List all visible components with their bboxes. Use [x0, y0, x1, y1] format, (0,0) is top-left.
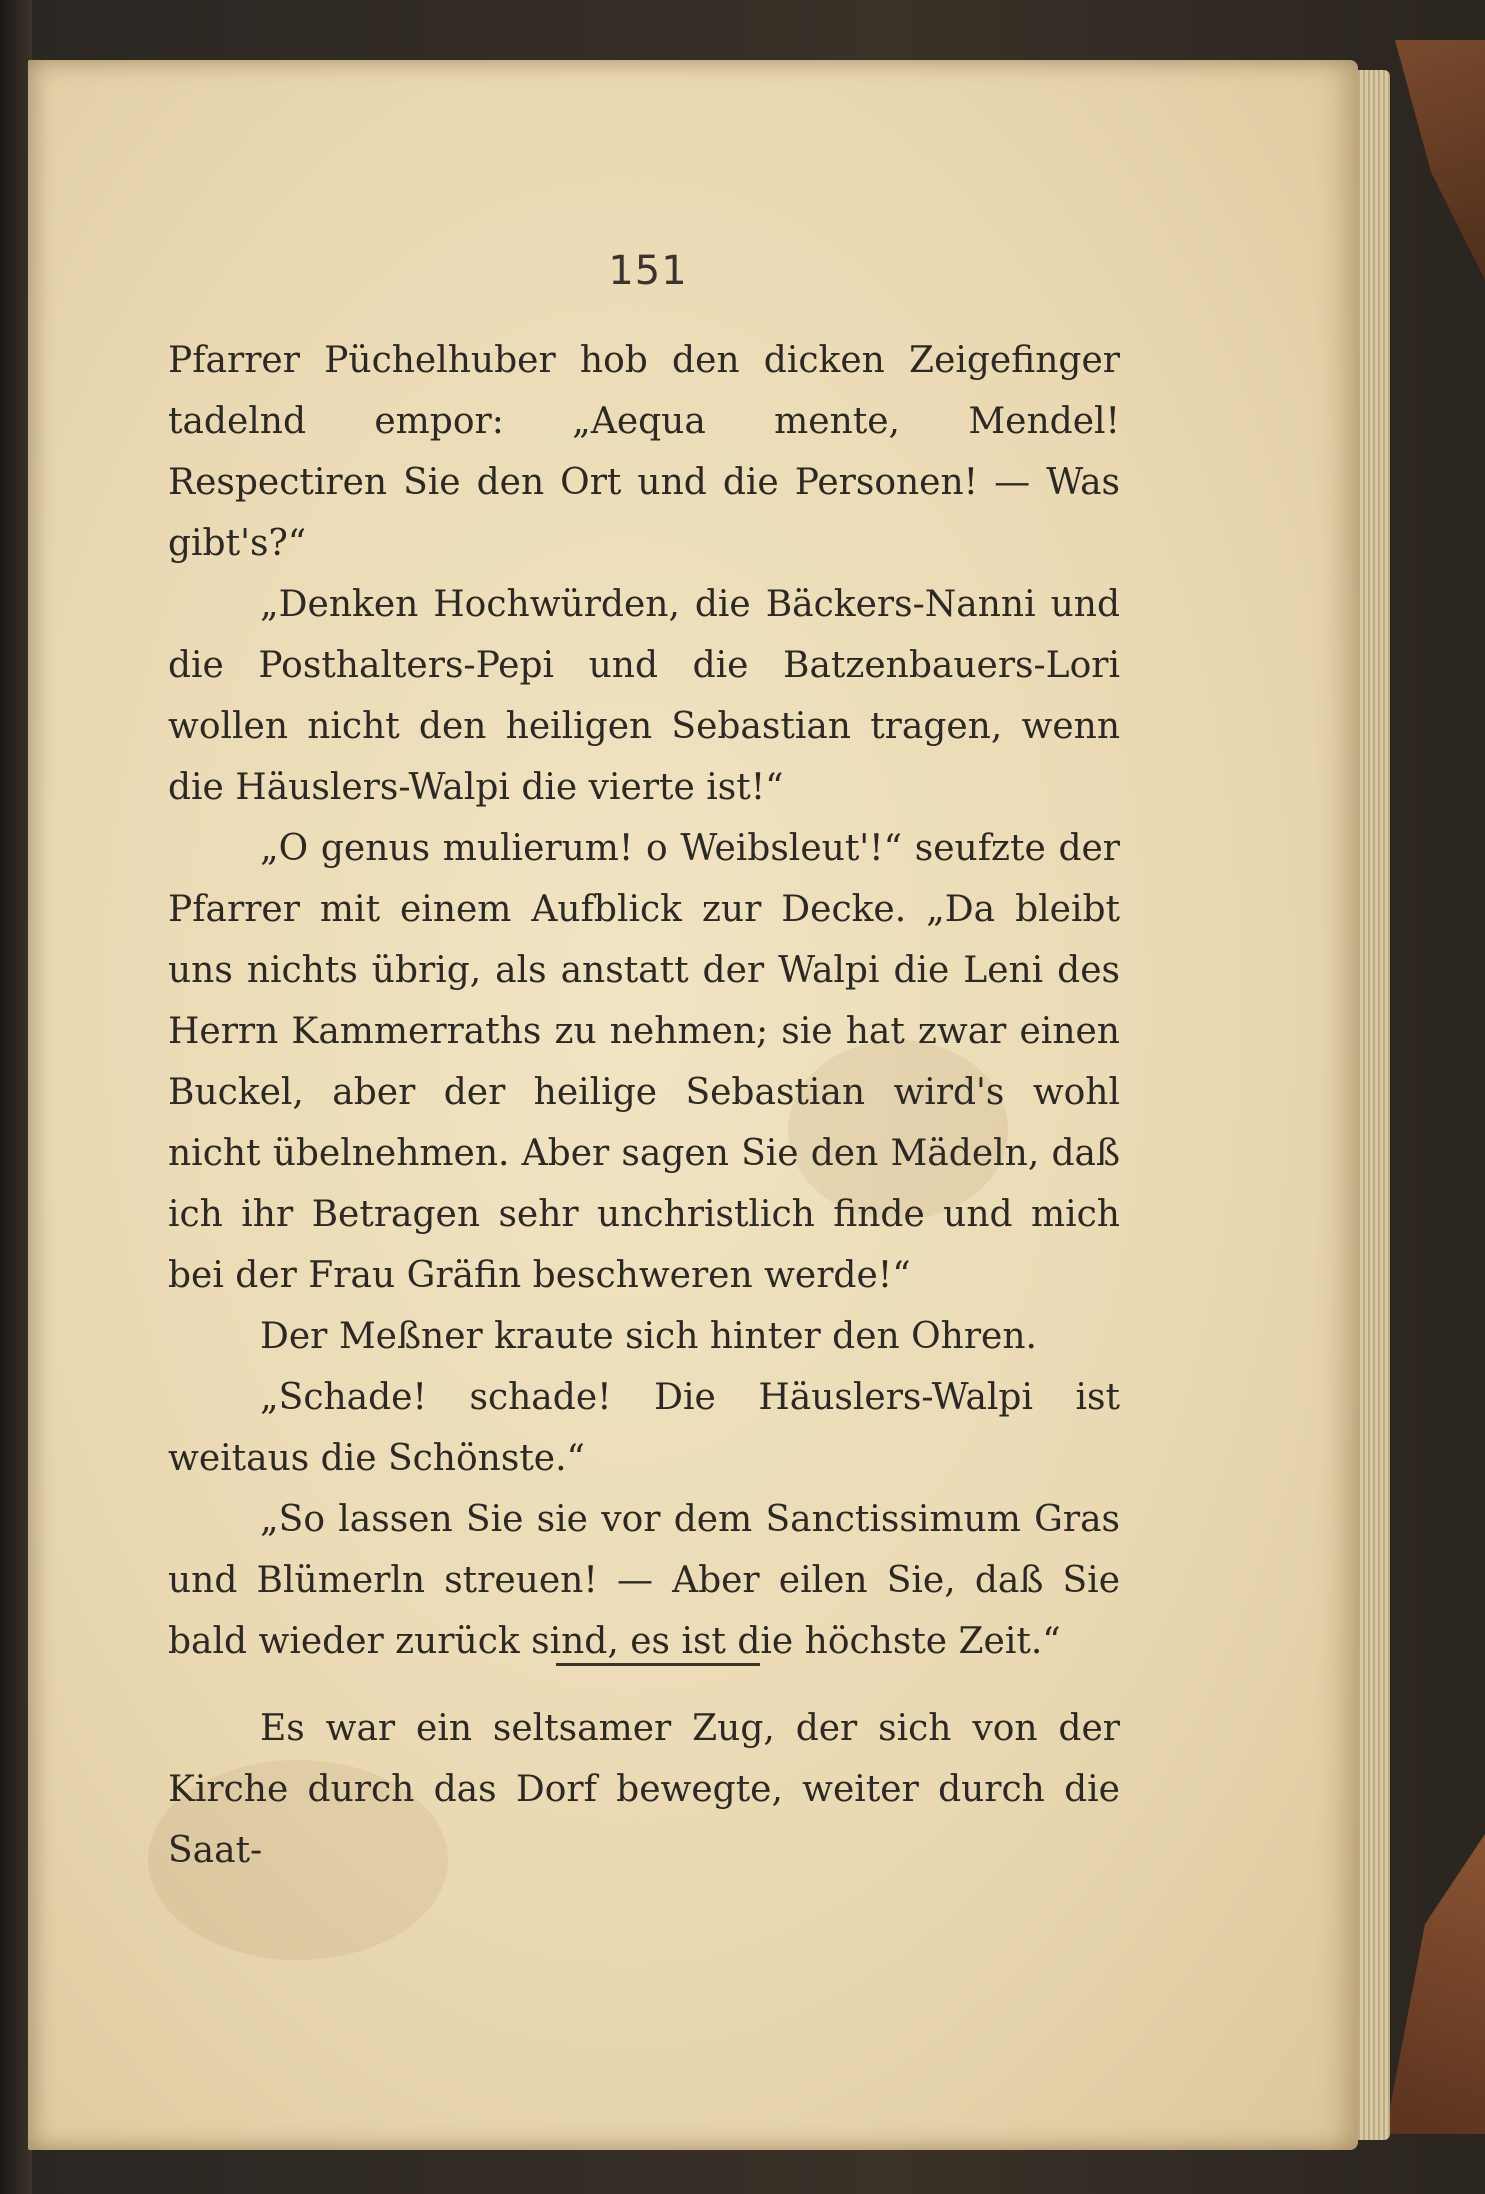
paragraph: „Denken Hochwürden, die Bäckers-Nanni und die Posthalters-Pepi und die Batzenbauers-Lori wollen nicht den heiligen Sebastian tragen, wenn die Häuslers-Walpi die vierte ist!“ — [168, 584, 1120, 808]
body-text-continued — [168, 1698, 1120, 1881]
paragraph: Der Meßner kraute sich hinter den Ohren. — [260, 1316, 1037, 1357]
paragraph: „Schade! schade! Die Häuslers-Walpi ist weitaus die Schönste.“ — [168, 1377, 1120, 1479]
paragraph: „O genus mulierum! o Weibsleut'!“ seufzte der Pfarrer mit einem Aufblick zur Decke. „Da bleibt uns nichts übrig, als anstatt der Walpi die Leni des Herrn Kammerraths zu nehmen; sie hat zwar einen Buckel, aber der heilige Sebastian wird's wohl nicht übelnehmen. Aber sagen Sie den Mädeln, daß ich ihr Betragen sehr unchristlich finde und mich bei der Frau Gräfin beschweren werde!“ — [168, 828, 1120, 1296]
body-text — [168, 330, 1120, 1672]
page-number: 151 — [608, 248, 688, 294]
paragraph: Pfarrer Püchelhuber hob den dicken Zeigefinger tadelnd empor: „Aequa mente, Mendel! Respectiren Sie den Ort und die Personen! — Was gibt's?“ — [168, 340, 1120, 564]
paragraph: Es war ein seltsamer Zug, der sich von der Kirche durch das Dorf bewegte, weiter durch die Saat- — [168, 1708, 1120, 1871]
paragraph: „So lassen Sie sie vor dem Sanctissimum Gras und Blümerln streuen! — Aber eilen Sie, daß Sie bald wieder zurück sind, es ist die höchste Zeit.“ — [168, 1499, 1120, 1662]
section-divider — [556, 1663, 760, 1666]
